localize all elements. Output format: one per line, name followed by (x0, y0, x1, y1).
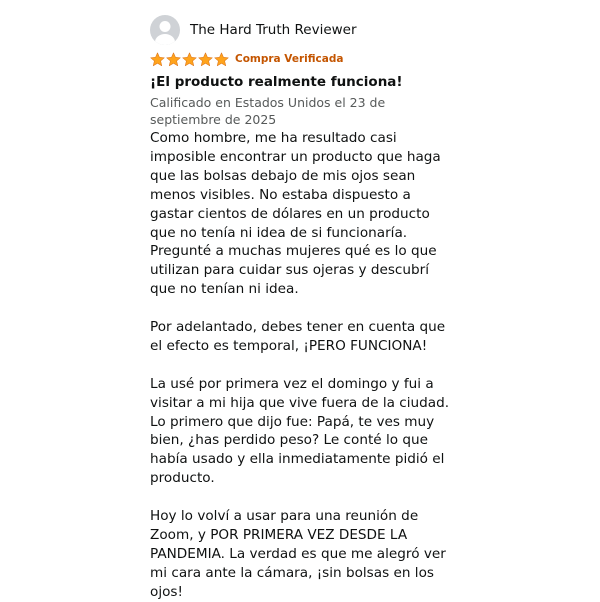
review-paragraph: Como hombre, me ha resultado casi imposible encontrar un producto que haga que las bolsas debajo de mis ojos sean menos visibles. No estaba dispuesto a gastar cientos de dólares en un producto que no tenía ni idea de si funcionaría. Pregunté a muchas mujeres qué es lo que utilizan para cuidar sus ojeras y descubrí que no tenían ni idea. (150, 130, 441, 298)
rating-row (150, 50, 450, 68)
star-filled-icon (198, 52, 213, 67)
review-paragraph: Hoy lo volví a usar para una reunión de Zoom, y POR PRIMERA VEZ DESDE LA PANDEMIA. La verdad es que me alegró ver mi cara ante la cámara, ¡sin bolsas en los ojos! (150, 508, 446, 600)
review-paragraph: Por adelantado, debes tener en cuenta que el efecto es temporal, ¡PERO FUNCIONA! (150, 319, 446, 354)
reviewer-profile[interactable] (150, 14, 450, 46)
verified-purchase-badge: Compra Verificada (235, 53, 344, 65)
star-filled-icon (214, 52, 229, 67)
review-card (150, 14, 450, 602)
review-paragraph: La usé por primera vez el domingo y fui a visitar a mi hija que vive fuera de la ciudad. Lo primero que dijo fue: Papá, te ves muy bien, ¿has perdido peso? Le conté lo que había usado y ella inmediatamente pidió el producto. (150, 375, 450, 487)
star-filled-icon (150, 52, 165, 67)
review-date: Calificado en Estados Unidos el 23 de septiembre de 2025 (150, 95, 386, 127)
review-body (150, 129, 450, 602)
star-rating[interactable] (150, 52, 229, 67)
avatar (150, 15, 180, 45)
user-silhouette-icon (150, 15, 180, 45)
reviewer-name[interactable]: The Hard Truth Reviewer (190, 22, 357, 38)
star-filled-icon (166, 52, 181, 67)
review-title[interactable]: ¡El producto realmente funciona! (150, 74, 403, 90)
star-filled-icon (182, 52, 197, 67)
